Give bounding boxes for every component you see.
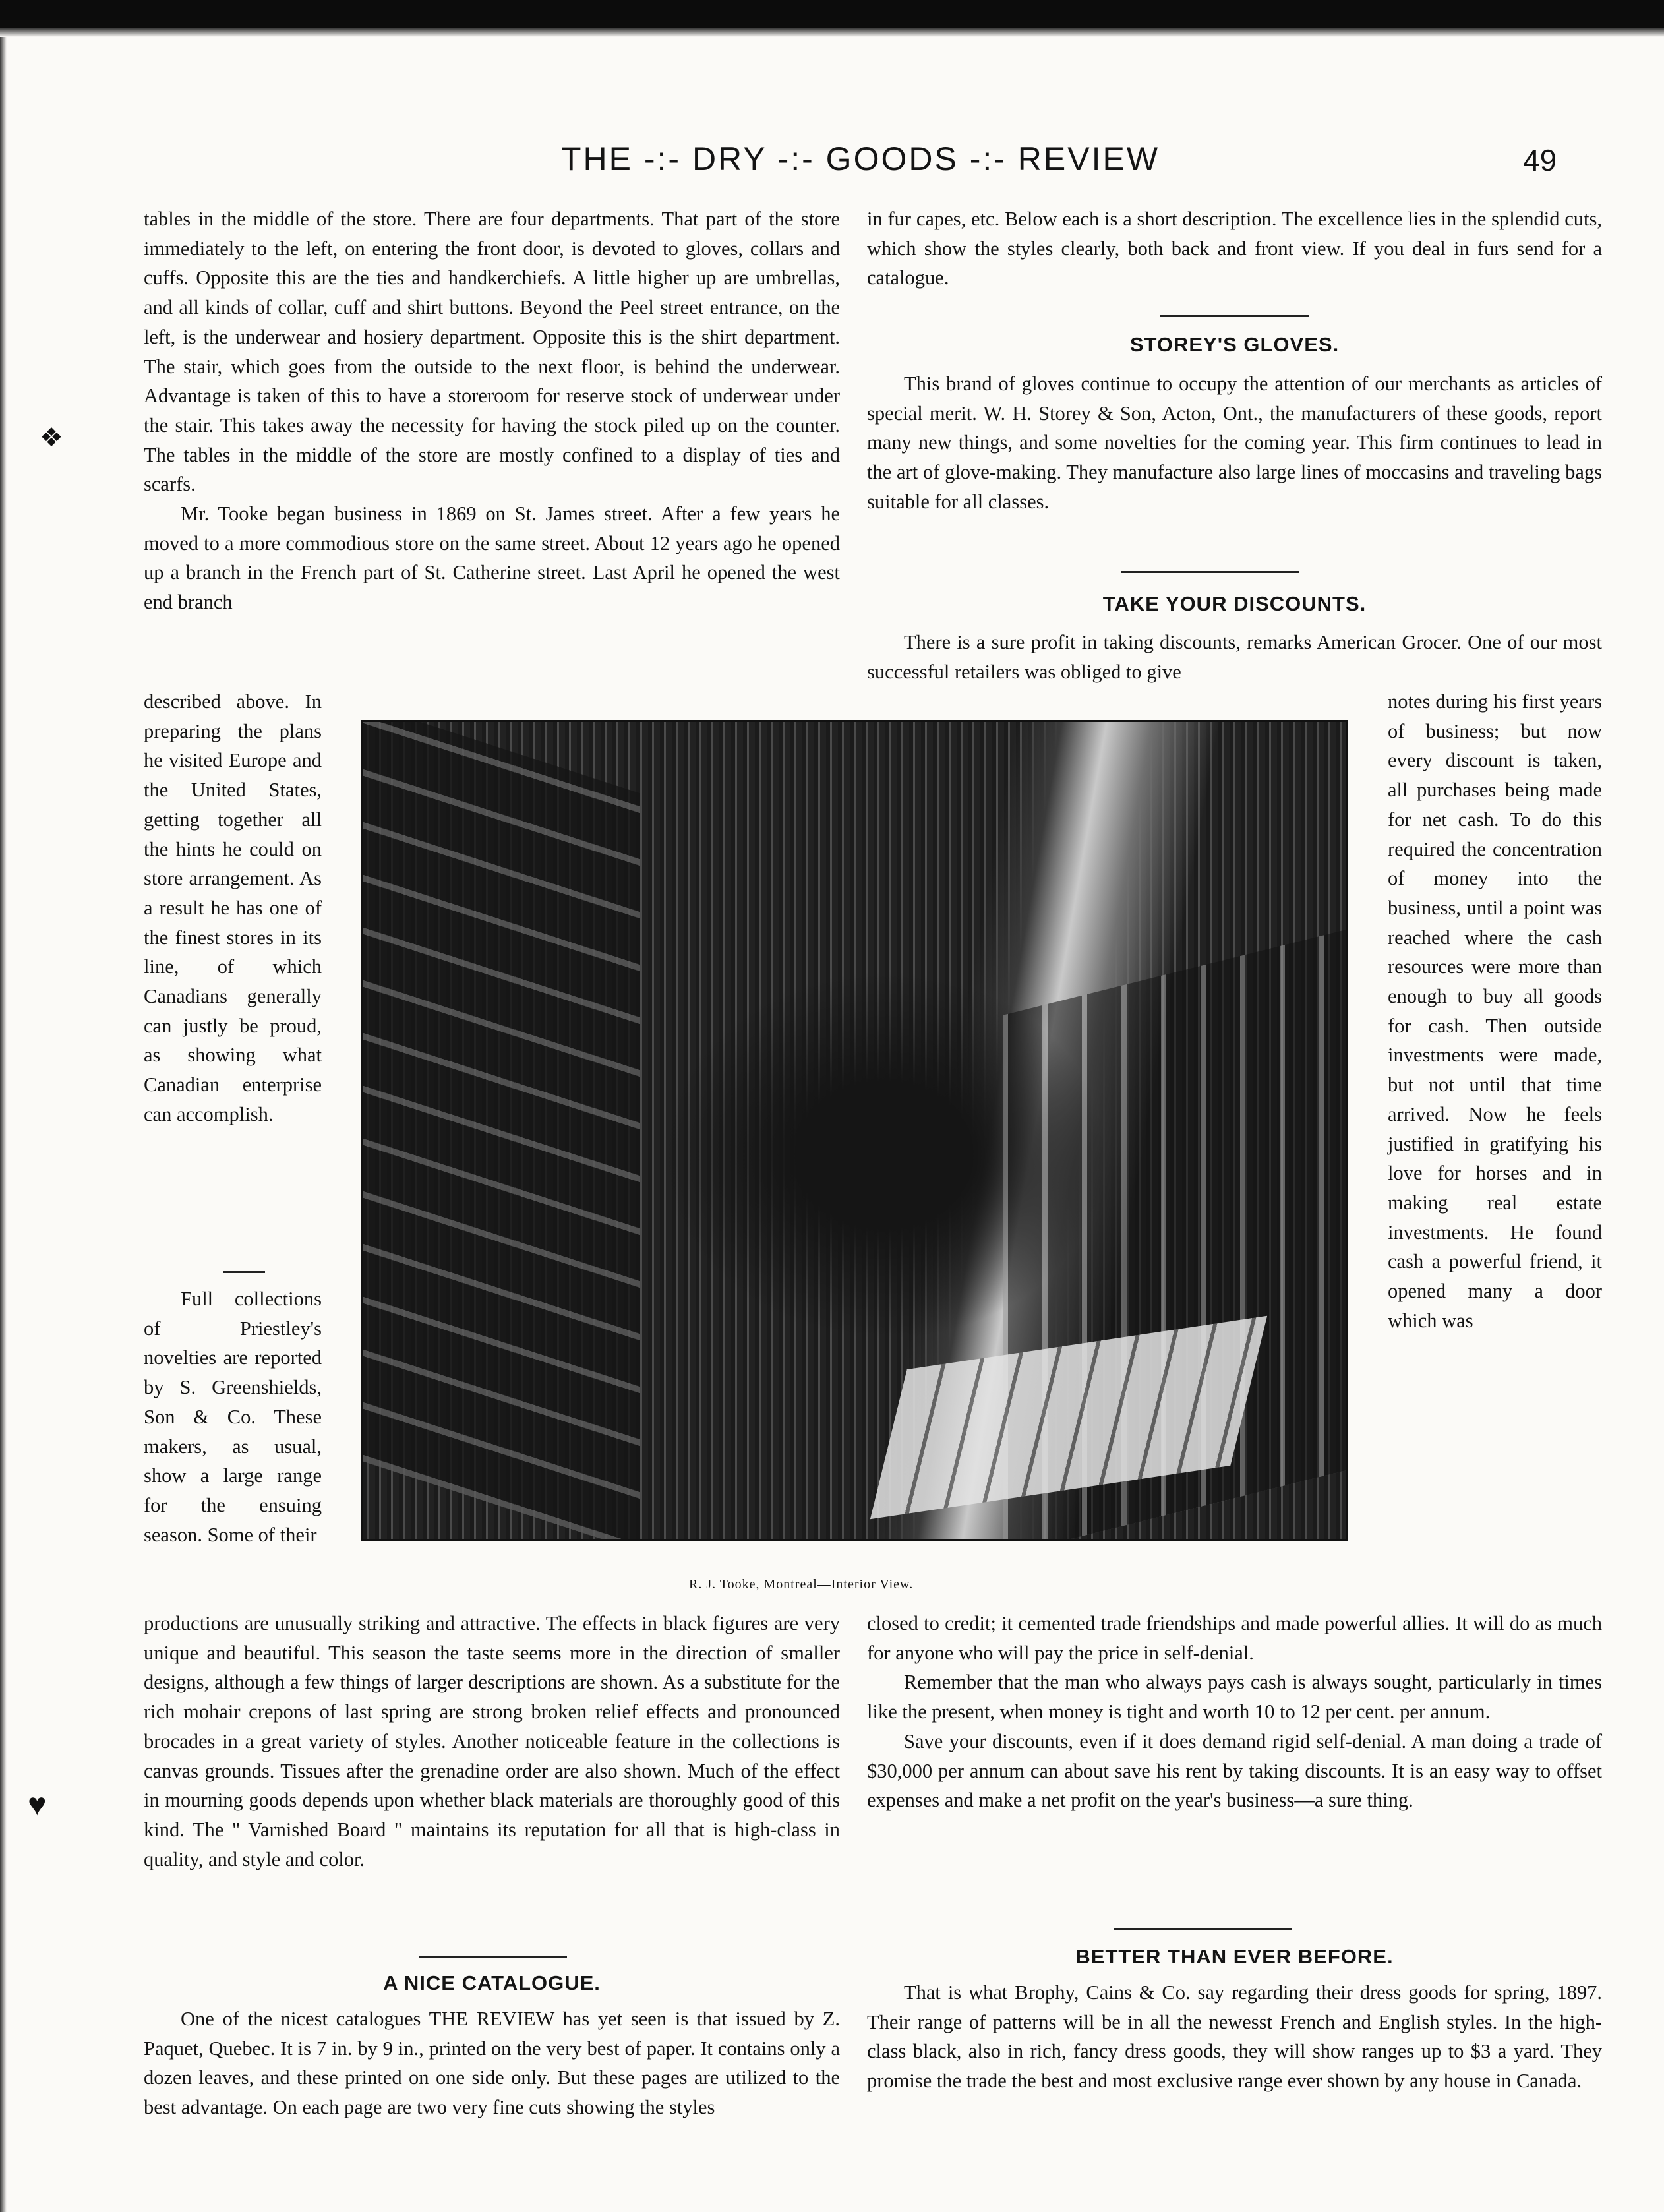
photo-caption: R. J. Tooke, Montreal—Interior View.	[689, 1577, 914, 1592]
left-column-bottom	[144, 1609, 840, 1874]
heading-storeys-gloves: STOREY'S GLOVES.	[1129, 333, 1340, 356]
left-paragraph-4: One of the nicest catalogues THE REVIEW has yet seen is that issued by Z. Paquet, Quebec. It is 7 in. by 9 in., printed on the very best of paper. It contains only a dozen leaves, and these printed on one side only. But these pages are utilized to the best advantage. On each page are two very fine cuts showing the styles	[144, 2008, 840, 2119]
right-paragraph-5: Save your discounts, even if it does demand rigid self-denial. A man doing a trade of $30,000 per annum can about save his rent by taking discounts. It is an easy way to offset expenses and make a net profit on the year's business—a sure thing.	[867, 1729, 1602, 1812]
left-paragraph-2: Mr. Tooke began business in 1869 on St. James street. After a few years he moved to a more commodious store on the same street. About 12 years ago he opened up a branch in the French part of St. Catherine street. Last April he opened the west end branch	[144, 502, 840, 614]
margin-blot-icon: ❖	[40, 423, 63, 452]
margin-blot-icon: ♥	[28, 1787, 47, 1822]
right-paragraph-1: in fur capes, etc. Below each is a short description. The excellence lies in the splendid cuts, which show the styles clearly, both back and front view. If you deal in furs send for a catalogue.	[867, 208, 1602, 289]
right-paragraph-3-end: closed to credit; it cemented trade friendships and made powerful allies. It will do as much for anyone who will pay the price in self-denial.	[867, 1612, 1602, 1664]
right-column-better	[867, 1978, 1602, 2096]
right-paragraph-6: That is what Brophy, Cains & Co. say regarding their dress goods for spring, 1897. Their range of patterns will be in all the newesst French and English styles. In the high-class black, also in rich, fancy dress goods, they will show ranges up to $3 a yard. They promise the trade the best and most exclusive range ever shown by any house in Canada.	[867, 1981, 1602, 2093]
left-narrow-column-2	[144, 1284, 322, 1549]
scan-top-border	[0, 0, 1664, 28]
left-paragraph-3: Full collections of Priestley's novelties are reported by S. Greenshields, Son & Co. These makers, as usual, show a large range for the ensuing season. Some of their	[144, 1288, 322, 1546]
scan-top-shadow	[0, 28, 1664, 37]
left-paragraph-3-continued: productions are unusually striking and attractive. The effects in black figures are very unique and beautiful. This season the taste seems more in the direction of smaller designs, although a few things of larger descriptions are shown. As a substitute for the rich mohair crepons of last spring are strong broken relief effects and pronounced brocades in a great variety of styles. Another noticeable feature in the collections is canvas grounds. Tissues after the grenadine order are also shown. Much of the effect in mourning goods depends upon whether black materials are thoroughly good of this kind. The " Varnished Board " maintains its reputation for all that is high-class in quality, and style and color.	[144, 1612, 840, 1870]
right-paragraph-4: Remember that the man who always pays cash is always sought, particularly in times like the present, when money is tight and worth 10 to 12 per cent. per annum.	[867, 1671, 1602, 1723]
left-paragraph-2-continued: described above. In preparing the plans he visited Europe and the United States, getting together all the hints he could on store arrangement. As a result he has one of the finest stores in its line, of which Canadians generally can justly be proud, as showing what Canadian enterprise can accomplish.	[144, 690, 322, 1125]
section-rule	[1121, 571, 1299, 573]
heading-better-than-ever: BETTER THAN EVER BEFORE.	[1075, 1945, 1394, 1968]
left-column-top	[144, 204, 840, 617]
heading-nice-catalogue: A NICE CATALOGUE.	[383, 1971, 601, 1994]
section-rule	[1114, 1928, 1292, 1930]
photo-shelving-left	[363, 720, 640, 1541]
right-column-top	[867, 204, 1602, 293]
right-column-gloves	[867, 369, 1602, 517]
section-divider	[223, 1271, 265, 1273]
left-column-catalogue	[144, 2004, 840, 2122]
store-interior-photo	[361, 720, 1348, 1541]
right-paragraph-2: This brand of gloves continue to occupy the attention of our merchants as articles of special merit. W. H. Storey & Son, Acton, Ont., the manufacturers of these goods, report many new things, and some novelties for the coming year. This firm continues to lead in the art of glove-making. They manufacture also large lines of moccasins and traveling bags suitable for all classes.	[867, 373, 1602, 513]
left-narrow-column-1	[144, 687, 322, 1129]
right-column-discounts	[867, 628, 1602, 686]
right-narrow-column	[1388, 687, 1602, 1335]
right-column-bottom	[867, 1609, 1602, 1815]
scan-left-edge	[0, 37, 7, 2212]
right-paragraph-3-continued: notes during his first years of business; but now every discount is taken, all purchases being made for net cash. To do this required the concentration of money into the business, until a point was reached where the cash resources were more than enough to buy all goods for cash. Then outside investments were made, but not until that time arrived. Now he feels justified in gratifying his love for horses and in making real estate investments. He found cash a powerful friend, it opened many a door which was	[1388, 690, 1602, 1332]
section-rule	[419, 1956, 567, 1958]
page-number: 49	[1523, 143, 1557, 177]
masthead: THE -:- DRY -:- GOODS -:- REVIEW	[560, 140, 1160, 177]
left-paragraph-1: tables in the middle of the store. There are four departments. That part of the store immediately to the left, on entering the front door, is devoted to gloves, collars and cuffs. Opposite this are the ties and handkerchiefs. A little higher up are umbrellas, and all kinds of collar, cuff and shirt buttons. Beyond the Peel street entrance, on the left, is the underwear and hosiery department. Opposite this is the shirt department. The stair, which goes from the outside to the next floor, is behind the underwear. Advantage is taken of this to have a storeroom for reserve stock of underwear under the stair. This takes away the necessity for having the stock piled up on the counter. The tables in the middle of the store are mostly confined to a display of ties and scarfs.	[144, 208, 840, 496]
heading-take-your-discounts: TAKE YOUR DISCOUNTS.	[1102, 592, 1367, 615]
section-rule	[1160, 315, 1309, 317]
right-paragraph-3: There is a sure profit in taking discounts, remarks American Grocer. One of our most successful retailers was obliged to give	[867, 631, 1602, 683]
